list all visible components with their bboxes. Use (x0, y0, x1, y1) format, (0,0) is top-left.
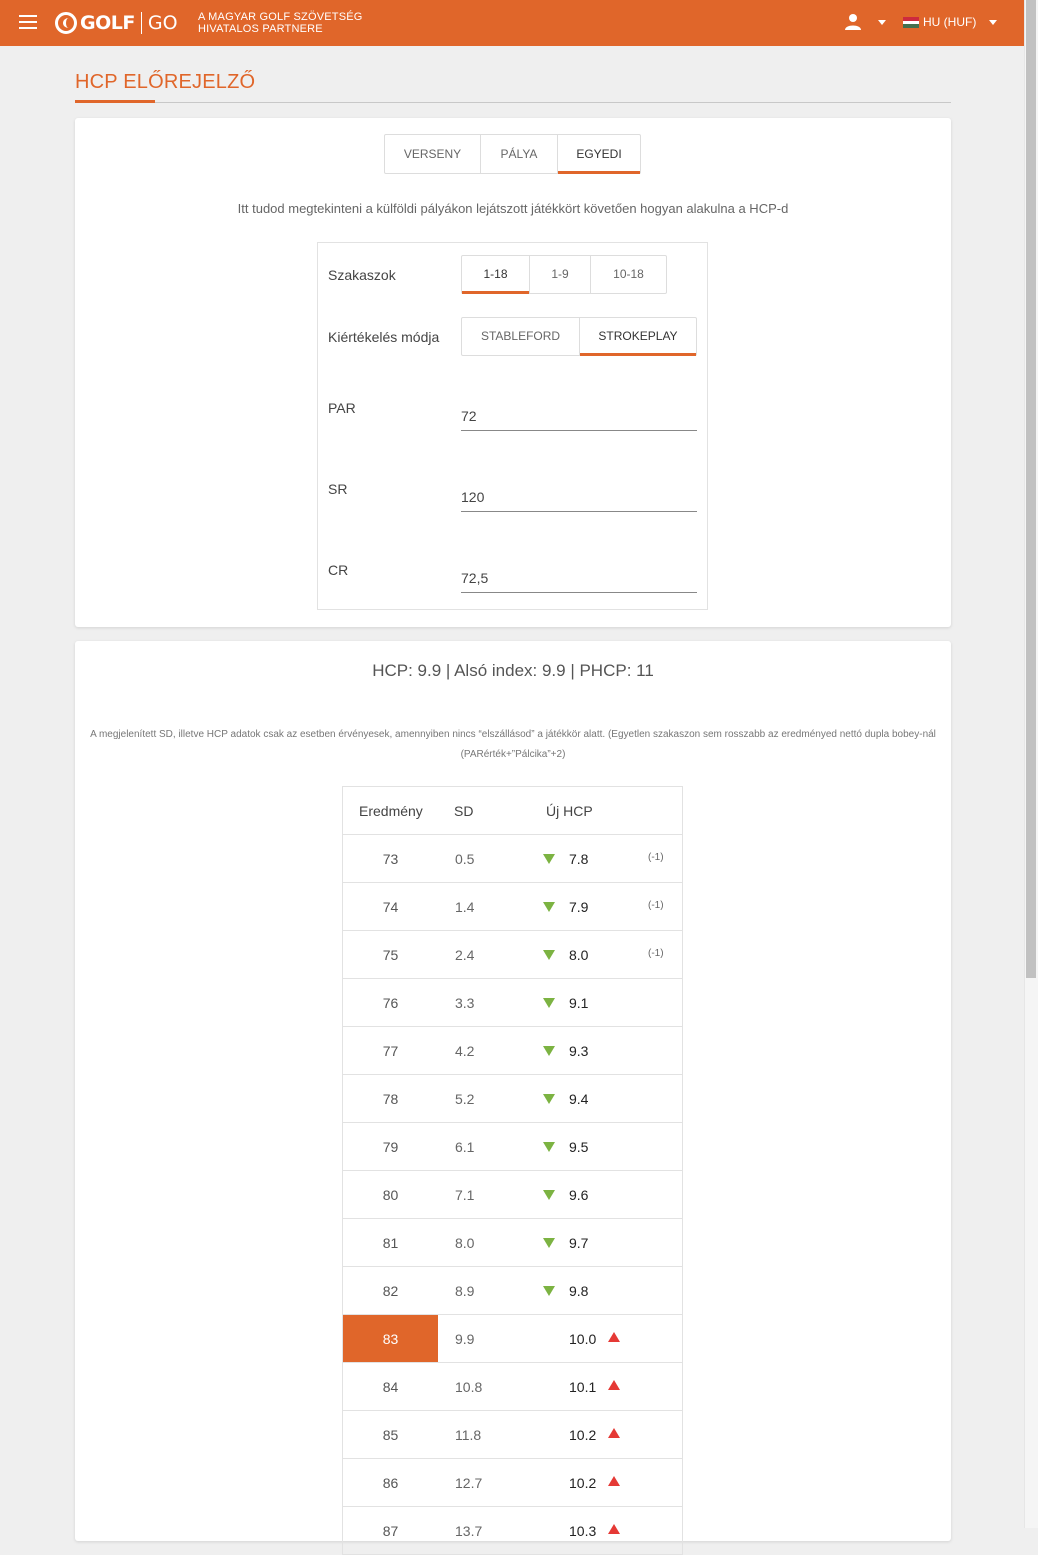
sd-cell: 3.3 (455, 995, 475, 1011)
trend-down-icon (543, 950, 555, 960)
intro-text: Itt tudod megtekinteni a külföldi pályákon lejátszott játékkört követően hogyan alakulna a HCP-d (237, 201, 789, 216)
sd-cell: 6.1 (455, 1139, 475, 1155)
eval-stableford[interactable]: STABLEFORD (462, 318, 580, 355)
partner-line-1: A MAGYAR GOLF SZÖVETSÉG (198, 11, 363, 23)
table-row (343, 1027, 682, 1075)
hungary-flag-icon (903, 17, 919, 28)
golfigo-logo[interactable] (55, 11, 178, 35)
mode-tabs (384, 134, 641, 174)
trend-down-icon (543, 1046, 555, 1056)
trend-down-icon (543, 854, 555, 864)
new-hcp-cell: 7.9 (569, 899, 589, 915)
section-10-18[interactable]: 10-18 (613, 267, 644, 281)
sd-cell: 10.8 (455, 1379, 483, 1395)
golf-ball-icon (55, 12, 77, 34)
trend-up-icon (608, 1428, 620, 1438)
tab-egyedi[interactable]: EGYEDI (558, 135, 640, 173)
eval-strokeplay[interactable]: STROKEPLAY (580, 318, 696, 355)
result-cell: 82 (382, 1283, 399, 1299)
settings-card (75, 118, 951, 627)
language-selector[interactable]: HU (HUF) (923, 15, 977, 29)
result-cell: 85 (382, 1427, 399, 1443)
cr-input[interactable]: 72,5 (461, 563, 697, 593)
table-row (343, 1507, 682, 1555)
result-cell: 76 (382, 995, 399, 1011)
par-label: PAR (328, 400, 356, 416)
new-hcp-cell: 10.2 (569, 1427, 597, 1443)
table-row (343, 931, 682, 979)
trend-down-icon (543, 1094, 555, 1104)
trend-up-icon (608, 1524, 620, 1534)
new-hcp-cell: 9.5 (569, 1139, 589, 1155)
par-input[interactable]: 72 (461, 401, 697, 431)
table-row (343, 1411, 682, 1459)
user-icon[interactable] (844, 13, 862, 31)
table-header (343, 787, 682, 835)
sd-cell: 0.5 (455, 851, 475, 867)
new-hcp-cell: 10.2 (569, 1475, 597, 1491)
user-menu-caret-icon[interactable] (878, 20, 886, 25)
header-sd: SD (454, 803, 474, 819)
table-row (343, 1219, 682, 1267)
menu-icon[interactable] (19, 15, 37, 29)
table-row (343, 1171, 682, 1219)
result-cell: 83 (382, 1331, 399, 1347)
section-1-18[interactable]: 1-18 (462, 256, 530, 293)
result-cell: 80 (382, 1187, 399, 1203)
table-row (343, 1267, 682, 1315)
sd-cell: 11.8 (455, 1427, 482, 1443)
eval-mode-tabs (461, 317, 697, 356)
new-hcp-cell: 9.7 (569, 1235, 589, 1251)
hcp-change-note: (-1) (648, 852, 664, 863)
title-accent (75, 100, 155, 103)
result-cell: 84 (382, 1379, 399, 1395)
new-hcp-cell: 9.6 (569, 1187, 589, 1203)
new-hcp-cell: 9.1 (569, 995, 589, 1011)
sd-cell: 8.0 (455, 1235, 475, 1251)
trend-up-icon (608, 1332, 620, 1342)
section-1-9[interactable]: 1-9 (530, 256, 591, 293)
result-cell: 87 (382, 1523, 399, 1539)
trend-down-icon (543, 1142, 555, 1152)
title-divider (75, 102, 951, 103)
sd-cell: 13.7 (455, 1523, 483, 1539)
hcp-change-note: (-1) (648, 900, 664, 911)
trend-down-icon (543, 1286, 555, 1296)
trend-up-icon (608, 1476, 620, 1486)
top-bar (0, 0, 1024, 46)
tab-palya[interactable]: PÁLYA (481, 135, 558, 173)
partner-text (198, 11, 363, 35)
sd-cell: 7.1 (455, 1187, 475, 1203)
course-form (317, 242, 708, 610)
scrollbar-thumb[interactable] (1026, 0, 1036, 978)
trend-down-icon (543, 1190, 555, 1200)
result-cell: 74 (382, 899, 399, 915)
sections-tabs (461, 255, 667, 294)
new-hcp-cell: 9.8 (569, 1283, 589, 1299)
table-row (343, 1075, 682, 1123)
trend-down-icon (543, 1238, 555, 1248)
trend-down-icon (543, 998, 555, 1008)
result-cell: 78 (382, 1091, 399, 1107)
table-row (343, 835, 682, 883)
new-hcp-cell: 10.1 (569, 1379, 597, 1395)
new-hcp-cell: 10.3 (569, 1523, 597, 1539)
sr-label: SR (328, 481, 348, 497)
results-card (75, 641, 951, 1541)
result-cell: 86 (382, 1475, 399, 1491)
table-row (343, 1315, 682, 1363)
sd-cell: 9.9 (455, 1331, 475, 1347)
result-cell: 73 (382, 851, 399, 867)
sd-cell: 8.9 (455, 1283, 475, 1299)
header-new-hcp: Új HCP (546, 803, 593, 819)
table-row (343, 1363, 682, 1411)
result-cell: 79 (382, 1139, 399, 1155)
table-row (343, 1123, 682, 1171)
new-hcp-cell: 8.0 (569, 947, 589, 963)
table-row (343, 979, 682, 1027)
new-hcp-cell: 10.0 (569, 1331, 597, 1347)
eval-mode-label: Kiértékelés módja (328, 329, 440, 345)
table-row (343, 883, 682, 931)
logo-brand: GOLF (80, 12, 135, 34)
sections-label: Szakaszok (328, 267, 396, 283)
trend-up-icon (608, 1380, 620, 1390)
hcp-table (342, 786, 683, 1555)
language-caret-icon[interactable] (989, 20, 997, 25)
hcp-summary: HCP: 9.9 | Alsó index: 9.9 | PHCP: 11 (372, 661, 654, 680)
sr-input[interactable]: 120 (461, 482, 697, 512)
sd-cell: 12.7 (455, 1475, 483, 1491)
hcp-change-note: (-1) (648, 948, 664, 959)
trend-down-icon (543, 902, 555, 912)
result-cell: 75 (382, 947, 399, 963)
sd-cell: 1.4 (455, 899, 475, 915)
table-row (343, 1459, 682, 1507)
logo-suffix: GO (147, 12, 178, 34)
sd-cell: 4.2 (455, 1043, 475, 1059)
cr-label: CR (328, 562, 349, 578)
sd-cell: 5.2 (455, 1091, 475, 1107)
disclaimer-note: A megjelenített SD, illetve HCP adatok csak az esetben érvényesek, amennyiben nincs “elszállásod” a játékkör alatt. (Egyetlen szakaszon sem rosszabb az eredményed nettó dupla bobey-nál (PARérték+”Pálcika”+2) (90, 729, 936, 760)
result-cell: 77 (382, 1043, 399, 1059)
partner-line-2: HIVATALOS PARTNERE (198, 23, 323, 35)
logo-divider (141, 12, 142, 34)
new-hcp-cell: 9.4 (569, 1091, 589, 1107)
header-result: Eredmény (359, 803, 423, 819)
page-title: HCP ELŐREJELZŐ (75, 71, 256, 93)
result-cell: 81 (382, 1235, 399, 1251)
tab-verseny[interactable]: VERSENY (385, 135, 481, 173)
sd-cell: 2.4 (455, 947, 475, 963)
new-hcp-cell: 9.3 (569, 1043, 589, 1059)
new-hcp-cell: 7.8 (569, 851, 589, 867)
